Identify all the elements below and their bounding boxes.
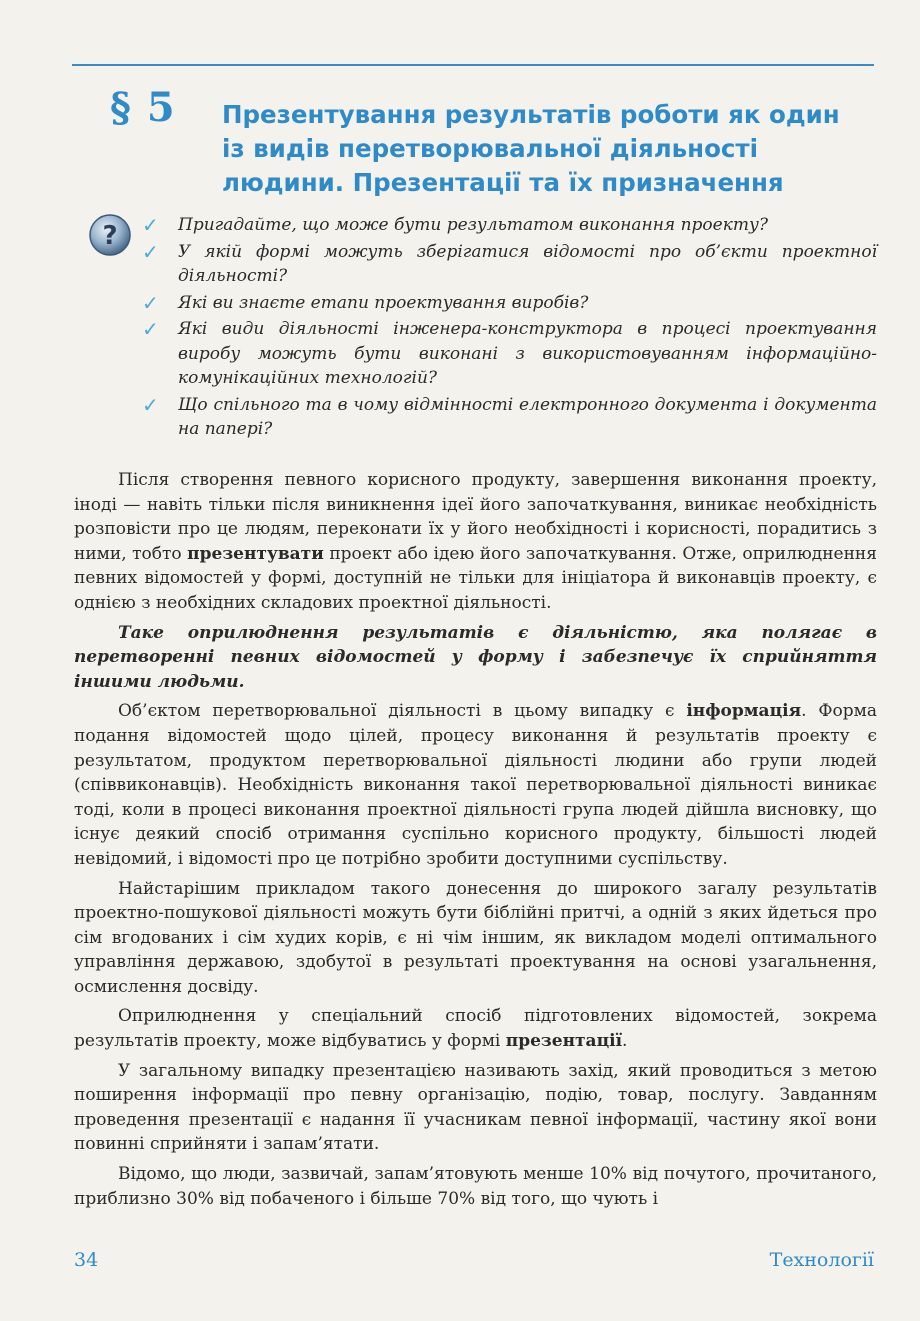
check-icon: ✓	[142, 392, 159, 417]
svg-text:?: ?	[102, 221, 118, 251]
question-item	[142, 317, 877, 391]
paragraph: Відомо, що люди, зазвичай, запам’ятовують менше 10% від почутого, прочитаного, приблизно 30% від побаченого і більше 70% від того, що чують і	[74, 1164, 877, 1209]
paragraph	[74, 699, 877, 871]
paragraph-text: Оприлюднення у спеціальний спосіб підготовлених відомостей, зокрема результатів проекту, може відбуватись у формі	[74, 1006, 877, 1052]
paragraph-text: . Форма подання відомостей щодо цілей, процесу виконання й результатів проекту є результатом, продуктом перетворювальної діяльності людини або групи людей (співвиконавців). Необхідність виконання такої перетворювальної діяльності виникає тоді, коли в процесі виконання проектної діяльності група людей дійшла висновку, що існує деякий спосіб отримання суспільно корисного продукту, більшості людей невідомий, і відомості про це потрібно зробити доступними суспільству.	[74, 701, 877, 869]
question-icon	[88, 213, 132, 257]
page-number: 34	[74, 1249, 99, 1271]
top-rule	[72, 64, 874, 66]
bold-term: презентації	[505, 1031, 623, 1052]
bold-term: презентувати	[187, 543, 324, 564]
paragraph-text: проект або ідею його започаткування. Отже, оприлюднення певних відомостей у формі, доступній не тільки для ініціатора й виконавців проекту, є однією з необхідних складових проектної діяльності.	[74, 543, 877, 613]
question-text: Що спільного та в чому відмінності електронного документа і документа на папері?	[178, 394, 877, 439]
question-item	[142, 240, 877, 289]
check-icon: ✓	[142, 213, 159, 237]
question-text: Які ви знаєте етапи проектування виробів?	[178, 292, 589, 313]
question-text: Пригадайте, що може бути результатом виконання проекту?	[178, 215, 768, 235]
check-icon: ✓	[142, 317, 159, 341]
body-text	[74, 468, 877, 1216]
bold-term: інформація	[686, 701, 802, 722]
question-text: У якій формі можуть зберігатися відомості про об’єкти проектної діяльності?	[178, 241, 877, 286]
check-icon: ✓	[142, 290, 159, 315]
paragraph-text: Об’єктом перетворювальної діяльності в цьому випадку є	[118, 701, 687, 722]
paragraph	[74, 468, 877, 616]
section-number: § 5	[110, 84, 176, 131]
review-questions	[142, 213, 877, 444]
paragraph: У загальному випадку презентацією називають захід, який проводиться з метою поширення інформації про певну організацію, подію, товар, послугу. Завданням проведення презентації є надання її учасникам певної інформації, частину якої вони повинні сприйняти і запам’ятати.	[74, 1060, 877, 1155]
definition-paragraph: Таке оприлюднення результатів є діяльністю, яка полягає в перетворенні певних відомостей у форму і забезпечує їх сприйняття іншими людьми.	[74, 622, 877, 692]
paragraph-text: .	[622, 1031, 628, 1052]
check-icon: ✓	[142, 239, 159, 264]
question-item	[142, 393, 877, 442]
question-item	[142, 291, 877, 316]
section-title: Презентування результатів роботи як один із видів перетворювальної діяльності людини. Презентації та їх призначення	[222, 100, 840, 197]
question-item	[142, 213, 877, 238]
paragraph-text: Після створення певного корисного продукту, завершення виконання проекту, іноді — навіть тільки після виникнення ідеї його започаткування, виникає необхідність розповісти про це людям, переконати їх у його необхідності і корисності, порадитись з ними, тобто	[74, 470, 877, 564]
paragraph: Найстарішим прикладом такого донесення до широкого загалу результатів проектно-пошукової діяльності можуть бути біблійні притчі, а одній з яких йдеться про сім вгодованих і сім худих корів, є ні чім іншим, як викладом моделі оптимального управління державою, здобутої в результаті проектування на основі узагальнення, осмислення досвіду.	[74, 878, 877, 997]
paragraph	[74, 1004, 877, 1053]
running-footer-title: Технології	[769, 1249, 874, 1271]
question-text: Які види діяльності інженера-конструктора в процесі проектування виробу можуть бути виконані з використовуванням інформаційно-комунікаційних технологій?	[178, 319, 877, 388]
